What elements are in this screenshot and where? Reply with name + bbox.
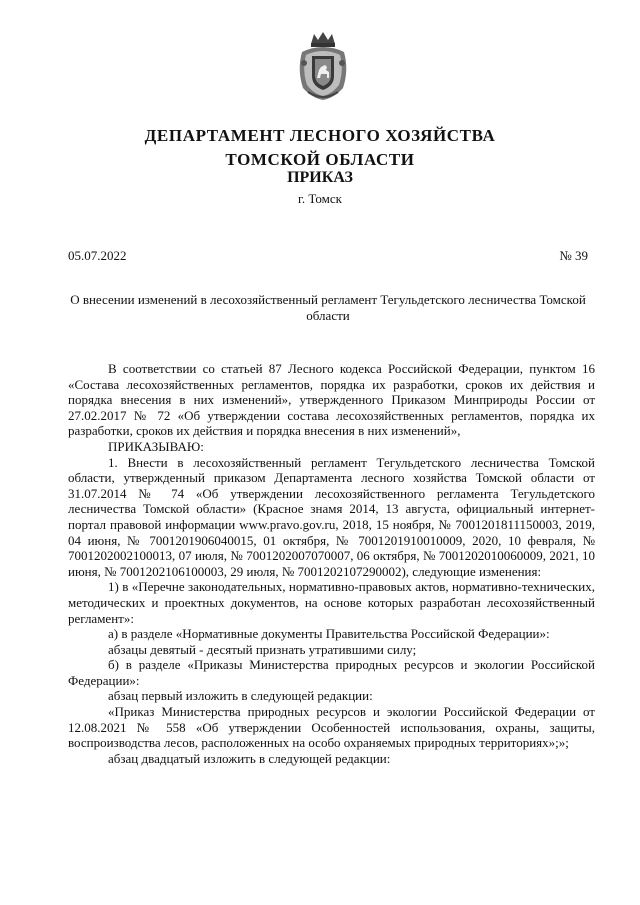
body-paragraph: абзац двадцатый изложить в следующей редакции: [108, 750, 391, 766]
department-title-line1: ДЕПАРТАМЕНТ ЛЕСНОГО ХОЗЯЙСТВА [144, 126, 496, 145]
coat-of-arms-emblem [294, 30, 352, 102]
order-body [68, 361, 595, 766]
order-number: № 39 [559, 248, 588, 263]
body-paragraph: а) в разделе «Нормативные документы Правительства Российской Федерации»: [108, 626, 550, 642]
body-paragraph: 1) в «Перечне законодательных, нормативно-правовых актов, нормативно-технических, методических и проектных документов, на основе которых разработан лесохозяйственный регламент»: [68, 579, 595, 626]
body-paragraph: б) в разделе «Приказы Министерства природных ресурсов и экологии Российской Федерации»: [68, 657, 595, 688]
body-paragraph: абзацы девятый - десятый признать утратившими силу; [108, 641, 417, 657]
body-paragraph: В соответствии со статьей 87 Лесного кодекса Российской Федерации, пунктом 16 «Состава лесохозяйственных регламентов, порядка их разработки, сроков их действия и порядка внесения в них изменений», утвержденного Приказом Минприроды России от 27.02.2017 № 72 «Об утверждении состава лесохозяйственных регламентов, порядка их разработки, сроков их действия и порядка внесения в них изменений», [68, 361, 595, 439]
body-paragraph: абзац первый изложить в следующей редакции: [108, 688, 373, 704]
document-type: ПРИКАЗ [287, 169, 353, 186]
department-title [0, 124, 640, 172]
order-subject: О внесении изменений в лесохозяйственный регламент Тегульдетского лесничества Томской области [70, 292, 586, 323]
body-paragraph: ПРИКАЗЫВАЮ: [108, 438, 204, 454]
city: г. Томск [298, 191, 342, 206]
department-title-line2: ТОМСКОЙ ОБЛАСТИ [225, 150, 415, 169]
body-paragraph: «Приказ Министерства природных ресурсов и экологии Российской Федерации от 12.08.2021 № 558 «Об утверждении Особенностей использования, охраны, защиты, воспроизводства лесов, расположенных на особо охраняемых природных территориях»;»; [68, 704, 595, 751]
order-date: 05.07.2022 [68, 248, 127, 263]
body-paragraph: 1. Внести в лесохозяйственный регламент Тегульдетского лесничества Томской области, утвержденный приказом Департамента лесного хозяйства Томской области от 31.07.2014 № 74 «Об утверждении лесохозяйственного регламента Тегульдетского лесничества Томской области» (Красное знамя 2014, 13 августа, официальный интернет-портал правовой информации www.pravo.gov.ru, 2018, 15 ноября, № 7001201811150003, 2019, 04 июня, № 7001201906040015, 01 октября, № 7001201910010009, 2020, 10 февраля, № 7001202002100013, 07 июля, № 7001202007070007, 06 октября, № 7001202010060009, 2021, 10 июня, № 7001202106100003, 29 июля, № 7001202107290002), следующие изменения: [68, 454, 595, 579]
